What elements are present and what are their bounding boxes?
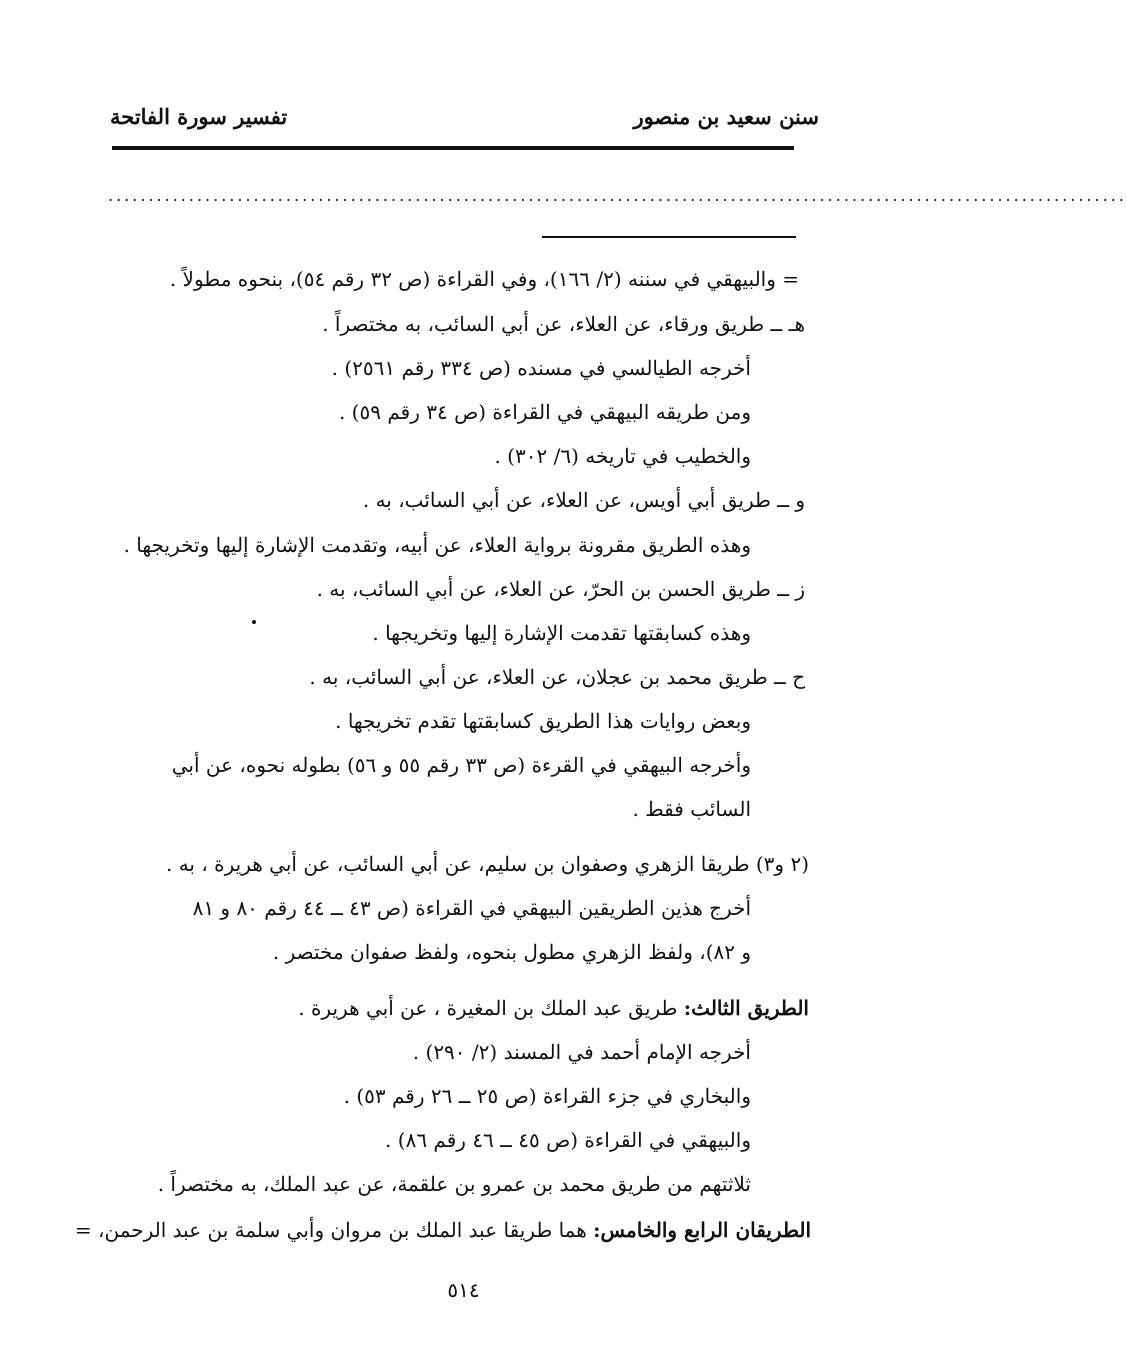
separator-dots: .............................................................................................................................. xyxy=(108,186,1127,205)
footnote-line-21: ثلاثتهم من طريق محمد بن عمرو بن علقمة، عن عبد الملك، به مختصراً . xyxy=(157,1172,751,1196)
footnote-line-15: أخرج هذين الطريقين البيهقي في القراءة (ص ٤٣ ــ ٤٤ رقم ٨٠ و ٨١ xyxy=(192,896,751,920)
footnote-line-19: والبخاري في جزء القراءة (ص ٢٥ ــ ٢٦ رقم ٥٣) . xyxy=(343,1084,751,1108)
footnote-line-22 xyxy=(75,1218,811,1242)
footnote-line-14: (٢ و٣) طريقا الزهري وصفوان بن سليم، عن أبي السائب، عن أبي هريرة ، به . xyxy=(165,852,809,876)
footnote-line-2: هـ ــ طريق ورقاء، عن العلاء، عن أبي السائب، به مختصراً . xyxy=(322,312,805,336)
footnote-line-20: والبيهقي في القراءة (ص ٤٥ ــ ٤٦ رقم ٨٦) . xyxy=(385,1128,751,1152)
page-number: ٥١٤ xyxy=(447,1278,480,1302)
running-head-book-title: سنن سعيد بن منصور xyxy=(633,104,819,129)
print-speck xyxy=(252,620,256,624)
footnote-line-22-text: هما طريقا عبد الملك بن مروان وأبي سلمة بن عبد الرحمن، = xyxy=(74,1218,594,1242)
footnote-line-7: وهذه الطريق مقرونة برواية العلاء، عن أبيه، وتقدمت الإشارة إليها وتخريجها . xyxy=(123,533,751,557)
section-label-fourth-fifth-routes: الطريقان الرابع والخامس: xyxy=(593,1218,811,1242)
section-label-third-route: الطريق الثالث: xyxy=(683,996,809,1020)
footnote-line-12: وأخرجه البيهقي في القرءة (ص ٣٣ رقم ٥٥ و ٥٦) بطوله نحوه، عن أبي xyxy=(171,753,751,777)
header-rule xyxy=(112,146,794,150)
footnote-rule xyxy=(542,236,796,238)
footnote-line-18: أخرجه الإمام أحمد في المسند (٢/ ٢٩٠) . xyxy=(412,1040,751,1064)
running-head-chapter-title: تفسير سورة الفاتحة xyxy=(110,104,288,129)
footnote-line-17 xyxy=(298,996,809,1020)
footnote-line-5: والخطيب في تاريخه (٦/ ٣٠٢) . xyxy=(494,444,751,468)
footnote-line-4: ومن طريقه البيهقي في القراءة (ص ٣٤ رقم ٥٩) . xyxy=(338,400,751,424)
footnote-line-16: و ٨٢)، ولفظ الزهري مطول بنحوه، ولفظ صفوان مختصر . xyxy=(272,940,751,964)
footnote-line-10: ح ــ طريق محمد بن عجلان، عن العلاء، عن أبي السائب، به . xyxy=(309,665,805,689)
footnote-line-17-text: طريق عبد الملك بن المغيرة ، عن أبي هريرة . xyxy=(298,996,684,1020)
footnote-line-11: وبعض روايات هذا الطريق كسابقتها تقدم تخريجها . xyxy=(335,709,751,733)
footnote-line-3: أخرجه الطيالسي في مسنده (ص ٣٣٤ رقم ٢٥٦١) . xyxy=(331,356,751,380)
footnote-line-1: = والبيهقي في سننه (٢/ ١٦٦)، وفي القراءة (ص ٣٢ رقم ٥٤)، بنحوه مطولاً . xyxy=(169,267,799,291)
footnote-line-8: ز ــ طريق الحسن بن الحرّ، عن العلاء، عن أبي السائب، به . xyxy=(316,577,805,601)
footnote-line-13: السائب فقط . xyxy=(632,797,751,821)
footnote-line-6: و ــ طريق أبي أويس، عن العلاء، عن أبي السائب، به . xyxy=(362,488,805,512)
footnote-line-9: وهذه كسابقتها تقدمت الإشارة إليها وتخريجها . xyxy=(372,621,751,645)
